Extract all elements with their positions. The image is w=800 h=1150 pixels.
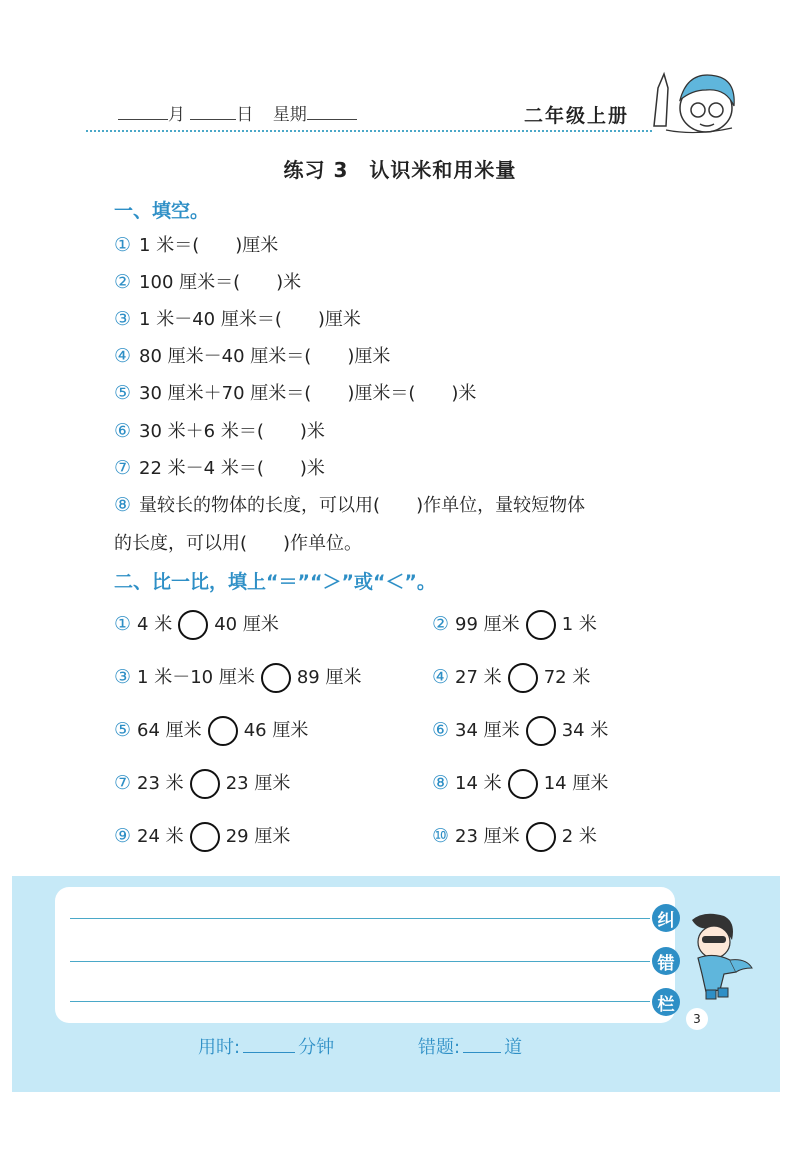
weekday-label: 星期 [272,105,307,125]
item-number: ③ [114,308,132,330]
compare-left: 99 厘米 [455,614,520,635]
compare-left: 1 米－10 厘米 [137,667,255,688]
fill-item-2 [114,268,301,294]
compare-right: 14 厘米 [543,773,609,794]
badge-jiu: 纠 [652,904,680,932]
date-line [118,100,357,125]
compare-left: 64 厘米 [137,720,202,741]
grade-label: 二年级上册 [524,105,630,127]
compare-circle[interactable] [261,663,291,693]
weekday-blank[interactable] [307,103,357,120]
compare-item-6 [432,716,608,746]
compare-circle[interactable] [190,822,220,852]
item-text[interactable]: 30 米＋6 米＝( )米 [139,421,325,442]
compare-item-7 [114,769,290,799]
compare-circle[interactable] [508,663,538,693]
item-number: ⑦ [114,772,132,794]
badge-lan: 栏 [652,988,680,1016]
errors-blank[interactable] [463,1036,501,1053]
item-text[interactable]: 量较长的物体的长度，可以用( )作单位，量较短物体 [139,495,586,516]
compare-right: 34 米 [561,720,609,741]
fill-item-3 [114,305,361,331]
compare-right: 23 厘米 [225,773,291,794]
time-unit: 分钟 [298,1037,335,1058]
fill-item-7 [114,454,325,480]
compare-right: 40 厘米 [214,614,279,635]
compare-circle[interactable] [526,716,556,746]
correction-line-2[interactable] [70,961,650,962]
item-number: ⑩ [432,825,450,847]
month-blank[interactable] [118,103,168,120]
section2-heading: 二、比一比，填上“＝”“＞”或“＜”。 [114,571,436,593]
compare-right: 29 厘米 [225,826,291,847]
time-blank[interactable] [243,1036,295,1053]
compare-circle[interactable] [526,610,556,640]
item-text[interactable]: 1 米－40 厘米＝( )厘米 [139,309,361,330]
compare-item-5 [114,716,308,746]
compare-circle[interactable] [508,769,538,799]
item-text[interactable]: 80 厘米－40 厘米＝( )厘米 [139,346,391,367]
correction-line-1[interactable] [70,918,650,919]
correction-card [55,887,675,1023]
item-text[interactable]: 100 厘米＝( )米 [139,272,302,293]
compare-item-8 [432,769,608,799]
day-label: 日 [236,105,254,125]
compare-left: 14 米 [455,773,502,794]
compare-right: 89 厘米 [296,667,362,688]
fill-item-6 [114,417,325,443]
compare-right: 2 米 [561,826,597,847]
compare-circle[interactable] [526,822,556,852]
item-number: ③ [114,666,132,688]
item-number: ⑨ [114,825,132,847]
compare-item-4 [432,663,590,693]
compare-item-3 [114,663,362,693]
page-title: 练习 3 认识米和用米量 [283,158,517,182]
item-number: ⑥ [114,420,132,442]
item-number: ⑤ [114,382,132,404]
compare-left: 23 米 [137,773,184,794]
fill-item-4 [114,342,390,368]
compare-item-2 [432,610,597,640]
month-label: 月 [168,105,185,125]
section1-heading: 一、填空。 [114,200,210,222]
item-number: ⑧ [114,494,132,516]
fill-item-1 [114,231,278,257]
item-number: ④ [114,345,132,367]
badge-cuo: 错 [652,947,680,975]
mascot-top-icon [636,66,746,136]
time-label: 用时: [198,1037,241,1058]
compare-circle[interactable] [190,769,220,799]
item-number: ① [114,613,132,635]
fill-item-8-continued[interactable]: 的长度，可以用( )作单位。 [114,533,363,554]
item-number: ② [114,271,132,293]
fill-item-5 [114,379,476,405]
correction-line-3[interactable] [70,1001,650,1002]
compare-left: 34 厘米 [455,720,520,741]
mascot-bottom-icon [684,912,754,1002]
compare-right: 1 米 [561,614,597,635]
compare-left: 23 厘米 [455,826,520,847]
item-text[interactable]: 22 米－4 米＝( )米 [139,458,325,479]
item-number: ⑤ [114,719,132,741]
errors-field [418,1033,522,1059]
item-text[interactable]: 1 米＝( )厘米 [139,235,279,256]
fill-item-8 [114,491,585,517]
compare-item-10 [432,822,597,852]
time-field [198,1033,334,1059]
compare-right: 46 厘米 [243,720,309,741]
errors-label: 错题: [418,1037,461,1058]
item-number: ① [114,234,132,256]
compare-left: 24 米 [137,826,184,847]
item-number: ④ [432,666,450,688]
compare-left: 27 米 [455,667,502,688]
item-number: ② [432,613,450,635]
compare-item-1 [114,610,279,640]
item-text[interactable]: 30 厘米＋70 厘米＝( )厘米＝( )米 [139,383,477,404]
item-number: ⑦ [114,457,132,479]
header-divider [86,130,652,132]
item-number: ⑧ [432,772,450,794]
compare-circle[interactable] [208,716,238,746]
errors-unit: 道 [504,1037,523,1058]
compare-item-9 [114,822,290,852]
page-number: 3 [686,1008,708,1030]
compare-circle[interactable] [178,610,208,640]
compare-left: 4 米 [137,614,173,635]
day-blank[interactable] [190,103,236,120]
compare-right: 72 米 [543,667,591,688]
item-number: ⑥ [432,719,450,741]
